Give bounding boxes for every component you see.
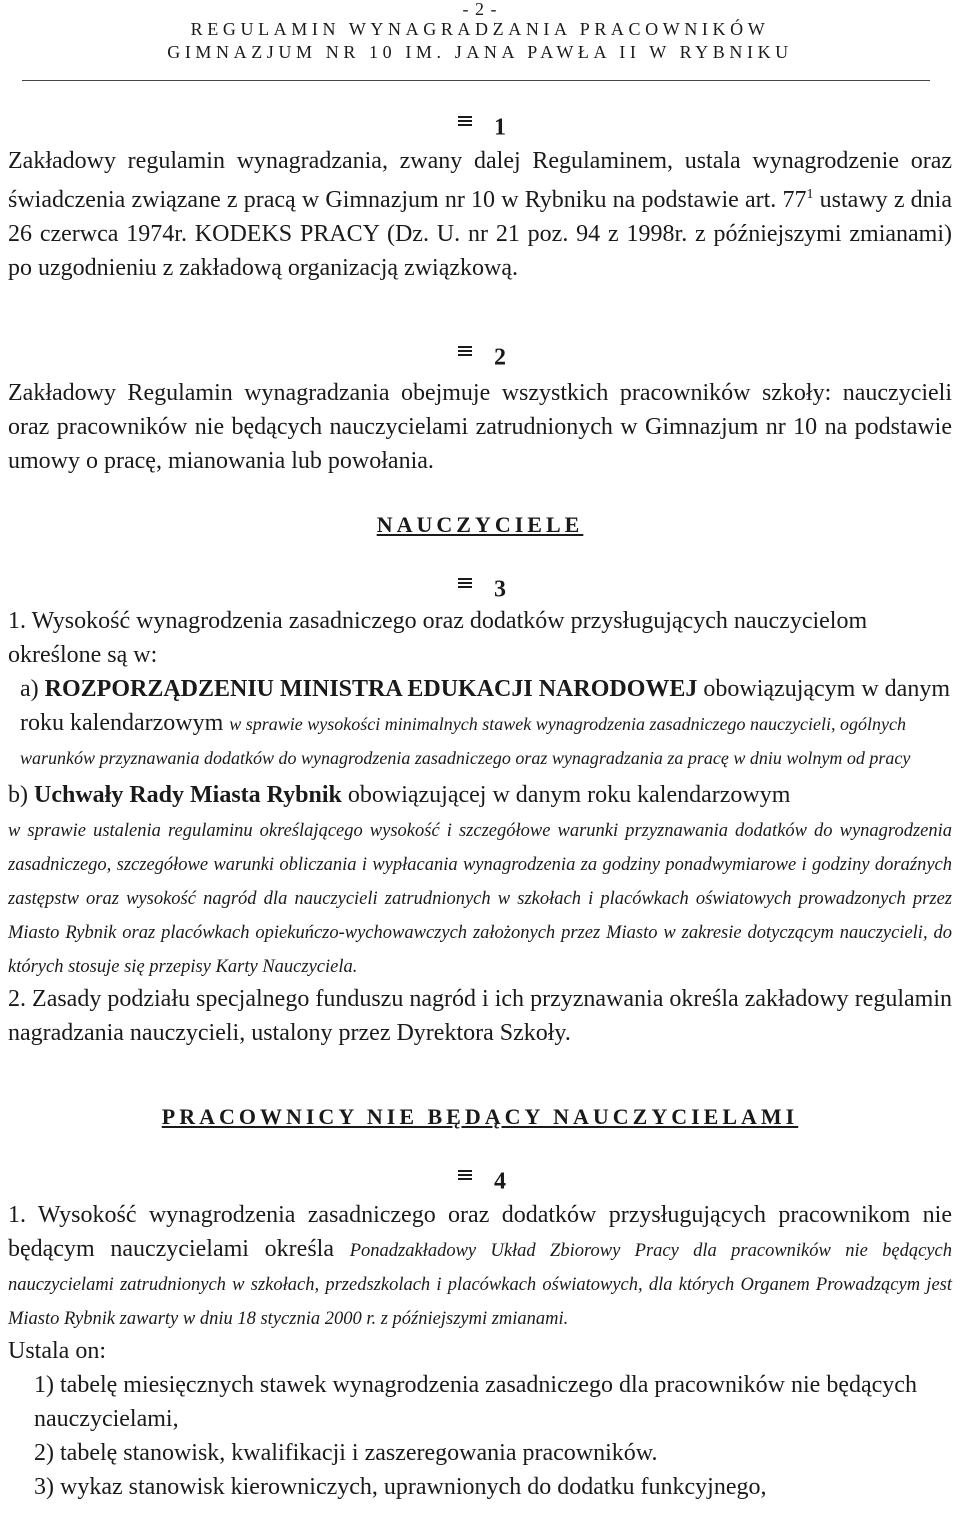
section-sign-icon: [454, 344, 494, 374]
section-1-text: Zakładowy regulamin wynagradzania, zwany dalej Regulaminem, ustala wynagrodzenie oraz świadczenia związane z pracą w Gimnazjum nr 10 w Rybniku na podstawie art. $77^1$ ustawy z dnia 26 czerwca 1974r. KODEKS PRACY (Dz. U. nr 21 poz. 94 z 1998r. z późniejszymi zmianami) po uzgodnieniu z zakładową organizacją związkową.: [8, 148, 952, 281]
section-4-number: 4: [494, 1168, 506, 1195]
section-1-number: 1: [494, 114, 506, 141]
section-2-heading: [0, 344, 960, 374]
header-rule: [22, 80, 930, 81]
page-number: - 2 -: [462, 0, 498, 19]
section-4-list-item-3: 3) wykaz stanowisk kierowniczych, uprawnionych do dodatku funkcyjnego,: [34, 1474, 767, 1500]
header-title-line2: GIMNAZJUM NR 10 IM. JANA PAWŁA II W RYBNIKU: [167, 42, 793, 62]
page-header: [0, 0, 960, 64]
section-4: [0, 1198, 960, 1504]
section-3-point-2: 2. Zasady podziału specjalnego funduszu nagród i ich przyznawania określa zakładowy regulamin nagradzania nauczycieli, ustalony przez Dyrektora Szkoły.: [8, 986, 952, 1046]
section-2-text: Zakładowy Regulamin wynagradzania obejmuje wszystkich pracowników szkoły: nauczycieli oraz pracowników nie będących nauczycielami zatrudnionych w Gimnazjum nr 10 na podstawie umowy o pracę, mianowania lub powołania.: [8, 380, 952, 474]
heading-staff: PRACOWNICY NIE BĘDĄCY NAUCZYCIELAMI: [161, 1104, 799, 1129]
header-title-line1: REGULAMIN WYNAGRADZANIA PRACOWNIKÓW: [190, 19, 770, 39]
section-3-item-a: a) ROZPORZĄDZENIU MINISTRA EDUKACJI NARODOWEJ obowiązującym w danym roku kalendarzowym w sprawie wysokości minimalnych stawek wynagrodzenia zasadniczego nauczycieli, ogólnych warunków przyznawania dodatków do wynagrodzenia zasadniczego oraz wynagradzania za pracę w dniu wolnym od pracy: [20, 676, 950, 768]
heading-teachers: NAUCZYCIELE: [376, 512, 584, 537]
section-4-heading: [0, 1168, 960, 1198]
section-sign-icon: [454, 114, 494, 144]
section-3-number: 3: [494, 576, 506, 603]
section-1-heading: [0, 114, 960, 144]
section-1: [0, 144, 960, 285]
section-3-item-b-details: w sprawie ustalenia regulaminu określającego wysokość i szczegółowe warunki przyznawania dodatków do wynagrodzenia zasadniczego, szczegółowe warunki obliczania i wypłacania wynagrodzenia za godziny ponadwymiarowe i godziny doraźnych zastępstw oraz wysokość nagród dla nauczycieli zatrudnionych w szkołach i placówkach oświatowych prowadzonych przez Miasto Rybnik oraz placówkach opiekuńczo-wychowawczych założonych przez Miasto w zakresie dotyczącym nauczycieli, do których stosuje się przepisy Karty Nauczyciela.: [8, 821, 952, 977]
section-2: [0, 376, 960, 478]
section-4-list-item-2: 2) tabelę stanowisk, kwalifikacji i zaszeregowania pracowników.: [34, 1440, 658, 1466]
section-3-item-b: b) Uchwały Rady Miasta Rybnik obowiązującej w danym roku kalendarzowym: [8, 782, 791, 808]
section-4-point-1: 1. Wysokość wynagrodzenia zasadniczego oraz dodatków przysługujących pracownikom nie będącym nauczycielami określa Ponadzakładowy Układ Zbiorowy Pracy dla pracowników nie będących nauczycielami zatrudnionych w szkołach, przedszkolach i placówkach oświatowych, dla których Organem Prowadzącym jest Miasto Rybnik zawarty w dniu 18 stycznia 2000 r. z późniejszymi zmianami.: [8, 1202, 953, 1329]
section-sign-icon: [454, 1168, 494, 1198]
section-sign-icon: [454, 576, 494, 606]
section-3: [0, 604, 960, 1050]
section-4-list-item-1: 1) tabelę miesięcznych stawek wynagrodzenia zasadniczego dla pracowników nie będących nauczycielami,: [34, 1372, 917, 1432]
section-4-ustala: Ustala on:: [8, 1338, 106, 1364]
section-3-point-1: 1. Wysokość wynagrodzenia zasadniczego oraz dodatków przysługujących nauczycielom określone są w:: [8, 608, 868, 668]
section-2-number: 2: [494, 344, 506, 371]
section-3-heading: [0, 576, 960, 606]
